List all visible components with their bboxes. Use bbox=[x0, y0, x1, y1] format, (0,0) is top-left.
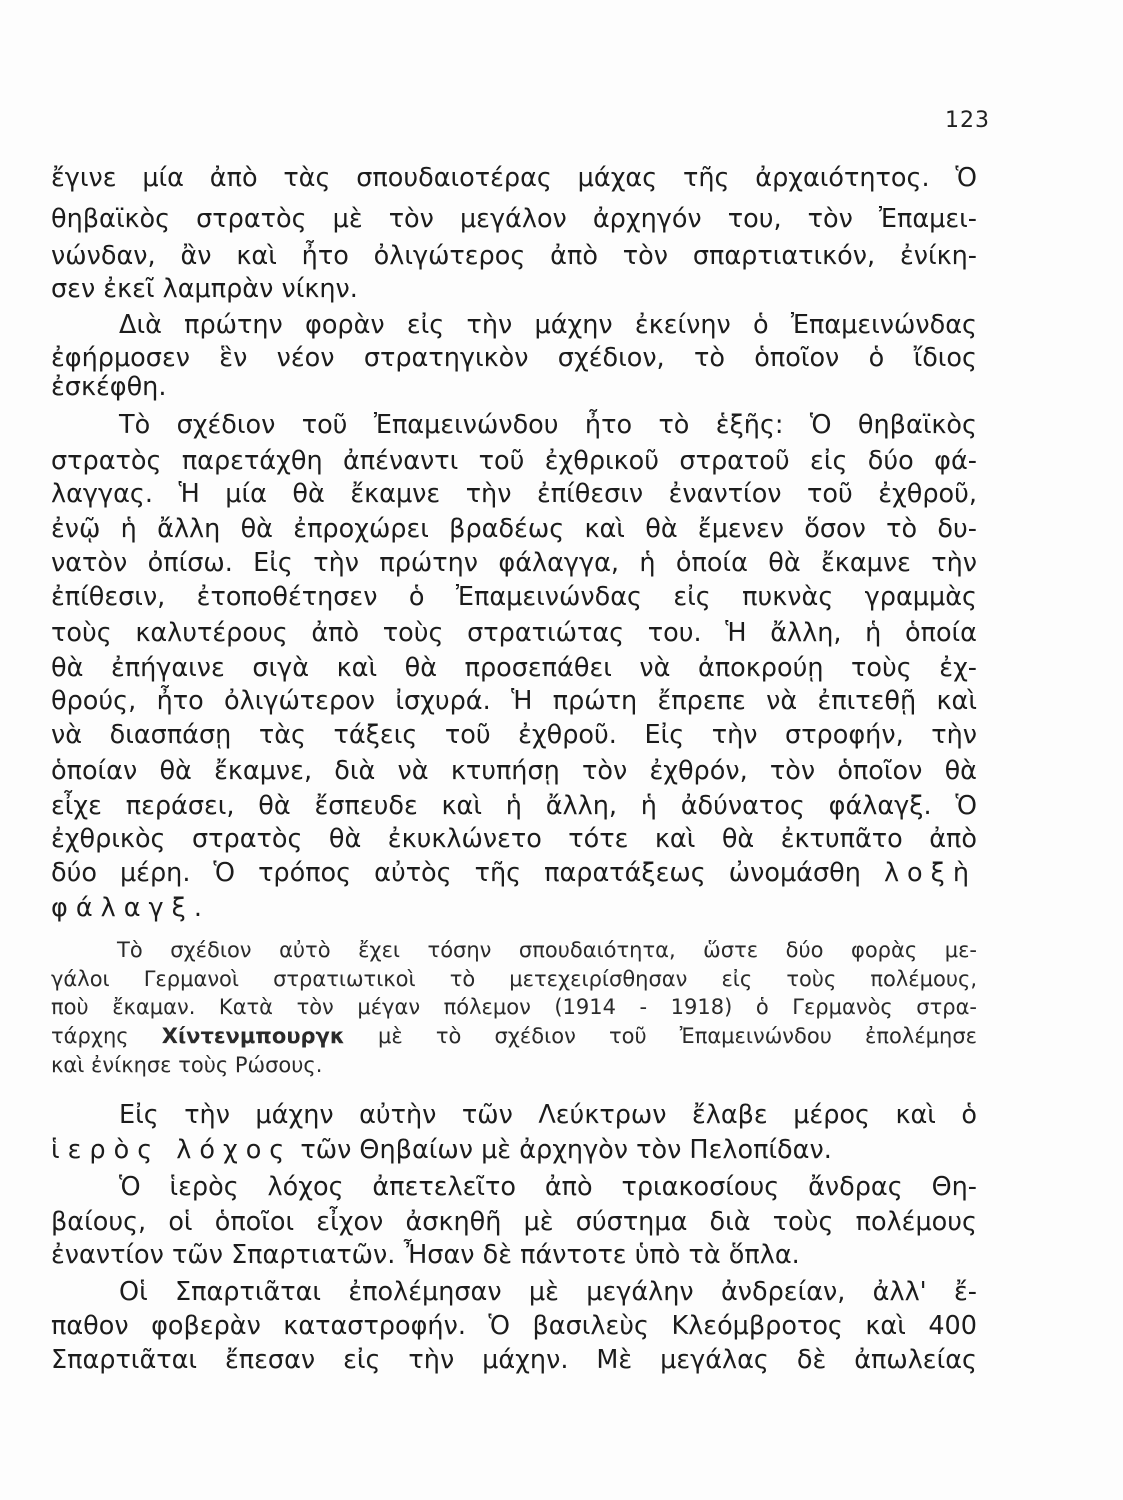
text-line: νὰ διασπάσῃ τὰς τάξεις τοῦ ἐχθροῦ. Εἰς τὴν στροφήν, τὴν bbox=[51, 720, 977, 750]
text-line: βαίους, οἱ ὁποῖοι εἶχον ἀσκηθῆ μὲ σύστημα διὰ τοὺς πολέμους bbox=[51, 1207, 977, 1237]
text-line: Ὁ ἱερὸς λόχος ἀπετελεῖτο ἀπὸ τριακοσίους ἄνδρας Θη- bbox=[119, 1172, 977, 1202]
bold-name: Χίντενμπουργκ bbox=[161, 1024, 345, 1048]
note-line-with-name bbox=[51, 1023, 977, 1049]
text-line: ὁποίαν θὰ ἔκαμνε, διὰ νὰ κτυπήσῃ τὸν ἐχθρόν, τὸν ὁποῖον θὰ bbox=[51, 756, 977, 786]
text-line bbox=[51, 893, 977, 923]
text-line: νατὸν ὀπίσω. Εἰς τὴν πρώτην φάλαγγα, ἡ ὁποία θὰ ἔκαμνε τὴν bbox=[51, 548, 977, 578]
text-line: εἶχε περάσει, θὰ ἔσπευδε καὶ ἡ ἄλλη, ἡ ἀδύνατος φάλαγξ. Ὁ bbox=[51, 791, 977, 821]
note-line: ποὺ ἔκαμαν. Κατὰ τὸν μέγαν πόλεμον (1914 - 1918) ὁ Γερμανὸς στρα- bbox=[51, 995, 977, 1019]
text-line: στρατὸς παρετάχθη ἀπέναντι τοῦ ἐχθρικοῦ στρατοῦ εἰς δύο φά- bbox=[51, 446, 977, 476]
text-line: τοὺς καλυτέρους ἀπὸ τοὺς στρατιώτας του. Ἡ ἄλλη, ἡ ὁποία bbox=[51, 618, 977, 648]
text-line: Σπαρτιᾶται ἔπεσαν εἰς τὴν μάχην. Μὲ μεγάλας δὲ ἀπωλείας bbox=[51, 1345, 977, 1375]
emphasized-term: φάλαγξ. bbox=[51, 893, 210, 923]
text-span: δύο μέρη. Ὁ τρόπος αὐτὸς τῆς παρατάξεως ὠνομάσθη bbox=[51, 858, 861, 888]
text-line: Τὸ σχέδιον τοῦ Ἐπαμεινώνδου ἦτο τὸ ἑξῆς: Ὁ θηβαϊκὸς bbox=[119, 410, 977, 440]
emphasized-term: λοξὴ bbox=[883, 858, 978, 888]
text-line: Οἱ Σπαρτιᾶται ἐπολέμησαν μὲ μεγάλην ἀνδρείαν, ἀλλ' ἔ- bbox=[119, 1277, 977, 1307]
text-line: θηβαϊκὸς στρατὸς μὲ τὸν μεγάλον ἀρχηγόν του, τὸν Ἐπαμει- bbox=[51, 204, 977, 234]
text-line: Διὰ πρώτην φορὰν εἰς τὴν μάχην ἐκείνην ὁ Ἐπαμεινώνδας bbox=[119, 310, 977, 340]
text-line: παθον φοβερὰν καταστροφήν. Ὁ βασιλεὺς Κλεόμβροτος καὶ 400 bbox=[51, 1311, 977, 1341]
text-line: θρούς, ἦτο ὀλιγώτερον ἰσχυρά. Ἡ πρώτη ἔπρεπε νὰ ἐπιτεθῇ καὶ bbox=[51, 686, 977, 716]
text-line: ἐχθρικὸς στρατὸς θὰ ἐκυκλώνετο τότε καὶ θὰ ἐκτυπᾶτο ἀπὸ bbox=[51, 824, 977, 854]
page-number: 123 bbox=[945, 108, 990, 133]
text-line: ἐνῷ ἡ ἄλλη θὰ ἐπροχώρει βραδέως καὶ θὰ ἔμενεν ὅσον τὸ δυ- bbox=[51, 514, 977, 544]
text-line: ἐσκέφθη. bbox=[51, 372, 167, 402]
note-line: γάλοι Γερμανοὶ στρατιωτικοὶ τὸ μετεχειρίσθησαν εἰς τοὺς πολέμους, bbox=[51, 967, 977, 991]
emphasized-term: ἱερὸς λόχος bbox=[51, 1135, 293, 1165]
text-span: τῶν Θηβαίων μὲ ἀρχηγὸν τὸν Πελοπίδαν. bbox=[300, 1135, 832, 1165]
text-span: τάρχης bbox=[51, 1024, 129, 1048]
text-line: Εἰς τὴν μάχην αὐτὴν τῶν Λεύκτρων ἔλαβε μέρος καὶ ὁ bbox=[119, 1100, 977, 1130]
text-line: ἔγινε μία ἀπὸ τὰς σπουδαιοτέρας μάχας τῆς ἀρχαιότητος. Ὁ bbox=[51, 163, 977, 193]
text-line: ἐπίθεσιν, ἐτοποθέτησεν ὁ Ἐπαμεινώνδας εἰς πυκνὰς γραμμὰς bbox=[51, 582, 977, 612]
text-line: ἐφήρμοσεν ἓν νέον στρατηγικὸν σχέδιον, τὸ ὁποῖον ὁ ἴδιος bbox=[51, 343, 977, 373]
text-line: σεν ἐκεῖ λαμπρὰν νίκην. bbox=[51, 274, 358, 304]
note-line: Τὸ σχέδιον αὐτὸ ἔχει τόσην σπουδαιότητα, ὥστε δύο φορὰς με- bbox=[117, 938, 977, 962]
text-line: νώνδαν, ἂν καὶ ἦτο ὀλιγώτερος ἀπὸ τὸν σπαρτιατικόν, ἐνίκη- bbox=[51, 241, 977, 271]
text-line-with-term bbox=[51, 1135, 977, 1165]
text-line-with-term bbox=[51, 858, 977, 888]
text-line: ἐναντίον τῶν Σπαρτιατῶν. Ἦσαν δὲ πάντοτε ὑπὸ τὰ ὅπλα. bbox=[51, 1240, 800, 1270]
note-line: καὶ ἐνίκησε τοὺς Ρώσους. bbox=[51, 1053, 323, 1077]
text-line: λαγγας. Ἡ μία θὰ ἔκαμνε τὴν ἐπίθεσιν ἐναντίον τοῦ ἐχθροῦ, bbox=[51, 479, 977, 509]
text-line: θὰ ἐπήγαινε σιγὰ καὶ θὰ προσεπάθει νὰ ἀποκρούῃ τοὺς ἐχ- bbox=[51, 653, 977, 683]
text-span: μὲ τὸ σχέδιον τοῦ Ἐπαμεινώνδου ἐπολέμησε bbox=[377, 1024, 977, 1048]
